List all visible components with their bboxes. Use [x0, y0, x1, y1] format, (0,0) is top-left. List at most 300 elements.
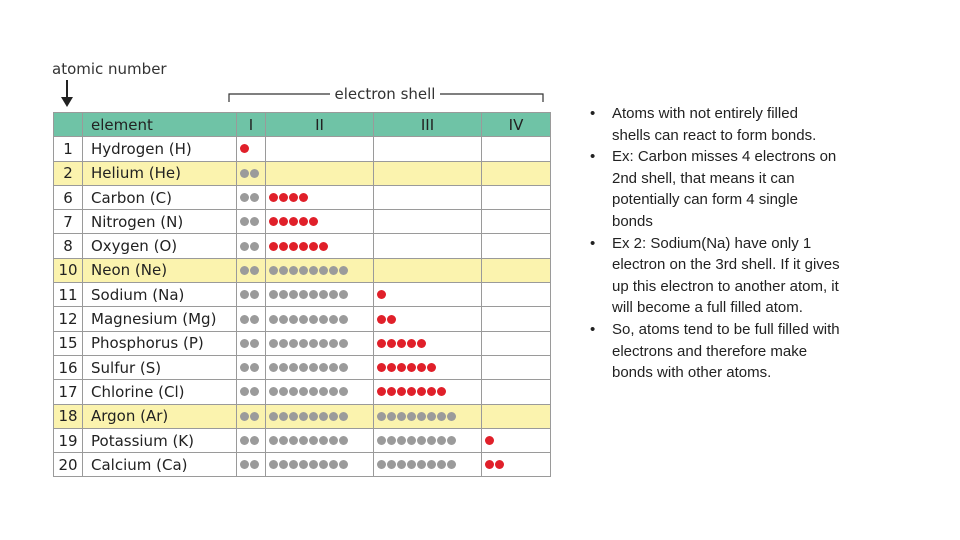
inner-electron-dot — [269, 266, 278, 275]
electron-group — [237, 436, 265, 445]
inner-electron-dot — [339, 339, 348, 348]
valence-electron-dot — [289, 242, 298, 251]
inner-electron-dot — [339, 436, 348, 445]
inner-electron-dot — [250, 193, 259, 202]
header-element: element — [83, 113, 237, 137]
table-row — [54, 355, 551, 379]
shell-cell — [237, 210, 266, 234]
table-row — [54, 404, 551, 428]
inner-electron-dot — [299, 460, 308, 469]
shell-cell — [374, 355, 482, 379]
electron-group — [237, 412, 265, 421]
inner-electron-dot — [339, 387, 348, 396]
inner-electron-dot — [339, 315, 348, 324]
element-name-cell: Chlorine (Cl) — [83, 380, 237, 404]
inner-electron-dot — [397, 460, 406, 469]
shell-cell — [266, 380, 374, 404]
electron-group — [374, 387, 481, 396]
element-name-cell: Carbon (C) — [83, 185, 237, 209]
valence-electron-dot — [309, 217, 318, 226]
table-row — [54, 185, 551, 209]
shell-cell — [374, 283, 482, 307]
inner-electron-dot — [319, 315, 328, 324]
table-row — [54, 331, 551, 355]
inner-electron-dot — [329, 363, 338, 372]
inner-electron-dot — [279, 290, 288, 299]
inner-electron-dot — [329, 290, 338, 299]
inner-electron-dot — [309, 387, 318, 396]
inner-electron-dot — [240, 266, 249, 275]
electron-group — [266, 242, 373, 251]
inner-electron-dot — [299, 290, 308, 299]
shell-cell — [374, 307, 482, 331]
element-name-cell: Oxygen (O) — [83, 234, 237, 258]
inner-electron-dot — [309, 315, 318, 324]
inner-electron-dot — [250, 315, 259, 324]
shell-cell — [374, 380, 482, 404]
atomic-number-cell: 16 — [54, 355, 83, 379]
inner-electron-dot — [309, 436, 318, 445]
valence-electron-dot — [289, 217, 298, 226]
element-name-cell: Sulfur (S) — [83, 355, 237, 379]
shell-cell — [237, 234, 266, 258]
element-name-cell: Helium (He) — [83, 161, 237, 185]
shell-cell — [482, 185, 551, 209]
inner-electron-dot — [437, 412, 446, 421]
inner-electron-dot — [289, 266, 298, 275]
inner-electron-dot — [250, 412, 259, 421]
inner-electron-dot — [289, 363, 298, 372]
inner-electron-dot — [427, 412, 436, 421]
inner-electron-dot — [289, 315, 298, 324]
inner-electron-dot — [387, 412, 396, 421]
valence-electron-dot — [387, 315, 396, 324]
inner-electron-dot — [329, 387, 338, 396]
shell-cell — [374, 404, 482, 428]
inner-electron-dot — [427, 436, 436, 445]
inner-electron-dot — [250, 363, 259, 372]
header-number — [54, 113, 83, 137]
table-row — [54, 307, 551, 331]
electron-group — [266, 412, 373, 421]
electron-group — [266, 387, 373, 396]
shell-cell — [482, 258, 551, 282]
electron-group — [237, 363, 265, 372]
atomic-number-cell: 11 — [54, 283, 83, 307]
inner-electron-dot — [329, 412, 338, 421]
electron-group — [266, 266, 373, 275]
table-body — [54, 137, 551, 477]
shell-cell — [482, 380, 551, 404]
shell-cell — [237, 137, 266, 161]
shell-cell — [237, 283, 266, 307]
valence-electron-dot — [417, 363, 426, 372]
inner-electron-dot — [269, 363, 278, 372]
shell-cell — [482, 355, 551, 379]
inner-electron-dot — [339, 290, 348, 299]
valence-electron-dot — [377, 387, 386, 396]
atomic-number-cell: 18 — [54, 404, 83, 428]
bullet-item: • Ex 2: Sodium(Na) have only 1 electron on the 3rd shell. If it gives up this electron to another atom, it will become a full filled atom. — [590, 233, 840, 319]
inner-electron-dot — [250, 217, 259, 226]
inner-electron-dot — [319, 266, 328, 275]
inner-electron-dot — [299, 436, 308, 445]
bullet-list — [590, 103, 840, 384]
shell-cell — [482, 331, 551, 355]
inner-electron-dot — [269, 412, 278, 421]
inner-electron-dot — [250, 436, 259, 445]
valence-electron-dot — [485, 436, 494, 445]
inner-electron-dot — [279, 266, 288, 275]
electron-group — [266, 460, 373, 469]
electron-group — [482, 460, 550, 469]
valence-electron-dot — [495, 460, 504, 469]
electron-group — [266, 290, 373, 299]
inner-electron-dot — [299, 266, 308, 275]
inner-electron-dot — [377, 412, 386, 421]
element-name-cell: Phosphorus (P) — [83, 331, 237, 355]
shell-cell — [237, 185, 266, 209]
valence-electron-dot — [407, 339, 416, 348]
inner-electron-dot — [329, 339, 338, 348]
inner-electron-dot — [339, 460, 348, 469]
inner-electron-dot — [269, 460, 278, 469]
bullet-item: • Atoms with not entirely filled shells can react to form bonds. — [590, 103, 840, 146]
inner-electron-dot — [407, 460, 416, 469]
inner-electron-dot — [447, 412, 456, 421]
header-shell-4: IV — [482, 113, 551, 137]
valence-electron-dot — [279, 193, 288, 202]
inner-electron-dot — [407, 436, 416, 445]
inner-electron-dot — [397, 412, 406, 421]
valence-electron-dot — [279, 217, 288, 226]
electron-shell-label: electron shell — [330, 85, 440, 103]
element-name-cell: Potassium (K) — [83, 428, 237, 452]
shell-cell — [266, 283, 374, 307]
shell-cell — [482, 404, 551, 428]
inner-electron-dot — [279, 363, 288, 372]
valence-electron-dot — [387, 387, 396, 396]
valence-electron-dot — [309, 242, 318, 251]
shell-cell — [266, 331, 374, 355]
inner-electron-dot — [240, 412, 249, 421]
valence-electron-dot — [437, 387, 446, 396]
electron-group — [237, 242, 265, 251]
shell-cell — [374, 210, 482, 234]
inner-electron-dot — [250, 242, 259, 251]
shell-cell — [482, 161, 551, 185]
inner-electron-dot — [447, 436, 456, 445]
valence-electron-dot — [407, 387, 416, 396]
valence-electron-dot — [417, 387, 426, 396]
inner-electron-dot — [319, 339, 328, 348]
table-row — [54, 161, 551, 185]
inner-electron-dot — [279, 412, 288, 421]
valence-electron-dot — [240, 144, 249, 153]
electron-group — [266, 315, 373, 324]
table-row — [54, 234, 551, 258]
inner-electron-dot — [339, 412, 348, 421]
electron-shell-table — [53, 112, 551, 477]
shell-cell — [374, 137, 482, 161]
shell-cell — [237, 161, 266, 185]
electron-group — [237, 460, 265, 469]
inner-electron-dot — [250, 169, 259, 178]
inner-electron-dot — [417, 460, 426, 469]
inner-electron-dot — [387, 436, 396, 445]
electron-group — [266, 363, 373, 372]
inner-electron-dot — [250, 266, 259, 275]
inner-electron-dot — [240, 339, 249, 348]
electron-group — [266, 193, 373, 202]
inner-electron-dot — [240, 436, 249, 445]
inner-electron-dot — [289, 436, 298, 445]
shell-cell — [374, 161, 482, 185]
inner-electron-dot — [309, 363, 318, 372]
valence-electron-dot — [377, 363, 386, 372]
inner-electron-dot — [417, 412, 426, 421]
atomic-number-cell: 8 — [54, 234, 83, 258]
valence-electron-dot — [269, 217, 278, 226]
inner-electron-dot — [329, 266, 338, 275]
electron-group — [237, 387, 265, 396]
inner-electron-dot — [309, 339, 318, 348]
inner-electron-dot — [250, 387, 259, 396]
valence-electron-dot — [387, 339, 396, 348]
electron-group — [237, 144, 265, 153]
inner-electron-dot — [289, 460, 298, 469]
inner-electron-dot — [240, 193, 249, 202]
shell-cell — [237, 258, 266, 282]
inner-electron-dot — [240, 315, 249, 324]
electron-group — [266, 217, 373, 226]
inner-electron-dot — [417, 436, 426, 445]
valence-electron-dot — [387, 363, 396, 372]
atomic-number-cell: 2 — [54, 161, 83, 185]
table-row — [54, 258, 551, 282]
table-row — [54, 210, 551, 234]
inner-electron-dot — [250, 339, 259, 348]
shell-cell — [266, 404, 374, 428]
shell-cell — [374, 185, 482, 209]
table-row — [54, 380, 551, 404]
shell-cell — [237, 380, 266, 404]
electron-group — [266, 339, 373, 348]
element-name-cell: Hydrogen (H) — [83, 137, 237, 161]
inner-electron-dot — [447, 460, 456, 469]
inner-electron-dot — [279, 460, 288, 469]
element-name-cell: Argon (Ar) — [83, 404, 237, 428]
inner-electron-dot — [437, 436, 446, 445]
valence-electron-dot — [269, 242, 278, 251]
shell-cell — [237, 355, 266, 379]
inner-electron-dot — [407, 412, 416, 421]
shell-cell — [266, 210, 374, 234]
electron-group — [374, 412, 481, 421]
atomic-number-label: atomic number — [52, 60, 167, 78]
inner-electron-dot — [279, 387, 288, 396]
shell-cell — [266, 137, 374, 161]
shell-cell — [266, 185, 374, 209]
valence-electron-dot — [377, 290, 386, 299]
inner-electron-dot — [299, 412, 308, 421]
bullet-item: • So, atoms tend to be full filled with electrons and therefore make bonds with other atoms. — [590, 319, 840, 384]
inner-electron-dot — [289, 387, 298, 396]
shell-cell — [266, 355, 374, 379]
inner-electron-dot — [339, 363, 348, 372]
valence-electron-dot — [397, 363, 406, 372]
inner-electron-dot — [269, 387, 278, 396]
element-name-cell: Neon (Ne) — [83, 258, 237, 282]
electron-group — [374, 339, 481, 348]
shell-cell — [266, 258, 374, 282]
inner-electron-dot — [279, 436, 288, 445]
inner-electron-dot — [289, 290, 298, 299]
table-row — [54, 428, 551, 452]
inner-electron-dot — [329, 315, 338, 324]
inner-electron-dot — [319, 387, 328, 396]
element-name-cell: Magnesium (Mg) — [83, 307, 237, 331]
valence-electron-dot — [269, 193, 278, 202]
inner-electron-dot — [269, 436, 278, 445]
electron-group — [374, 315, 481, 324]
electron-group — [237, 290, 265, 299]
shell-cell — [482, 307, 551, 331]
table-row — [54, 283, 551, 307]
inner-electron-dot — [240, 242, 249, 251]
valence-electron-dot — [377, 339, 386, 348]
inner-electron-dot — [329, 460, 338, 469]
shell-cell — [266, 453, 374, 477]
atomic-number-cell: 1 — [54, 137, 83, 161]
valence-electron-dot — [299, 193, 308, 202]
shell-cell — [266, 428, 374, 452]
electron-group — [374, 436, 481, 445]
inner-electron-dot — [240, 217, 249, 226]
header-shell-2: II — [266, 113, 374, 137]
valence-electron-dot — [319, 242, 328, 251]
inner-electron-dot — [377, 460, 386, 469]
element-name-cell: Calcium (Ca) — [83, 453, 237, 477]
shell-cell — [374, 258, 482, 282]
shell-cell — [237, 453, 266, 477]
atomic-number-cell: 20 — [54, 453, 83, 477]
electron-group — [237, 217, 265, 226]
valence-electron-dot — [485, 460, 494, 469]
inner-electron-dot — [240, 169, 249, 178]
shell-cell — [266, 234, 374, 258]
shell-cell — [482, 210, 551, 234]
valence-electron-dot — [279, 242, 288, 251]
valence-electron-dot — [417, 339, 426, 348]
electron-group — [237, 266, 265, 275]
shell-cell — [482, 453, 551, 477]
inner-electron-dot — [319, 363, 328, 372]
shell-cell — [482, 283, 551, 307]
inner-electron-dot — [240, 387, 249, 396]
shell-cell — [374, 453, 482, 477]
shell-cell — [482, 234, 551, 258]
header-shell-3: III — [374, 113, 482, 137]
inner-electron-dot — [339, 266, 348, 275]
inner-electron-dot — [329, 436, 338, 445]
atomic-number-cell: 10 — [54, 258, 83, 282]
shell-cell — [374, 331, 482, 355]
inner-electron-dot — [279, 339, 288, 348]
inner-electron-dot — [309, 266, 318, 275]
inner-electron-dot — [397, 436, 406, 445]
shell-cell — [237, 428, 266, 452]
inner-electron-dot — [289, 339, 298, 348]
inner-electron-dot — [437, 460, 446, 469]
inner-electron-dot — [299, 339, 308, 348]
inner-electron-dot — [250, 290, 259, 299]
table-header-row — [54, 113, 551, 137]
shell-cell — [237, 307, 266, 331]
inner-electron-dot — [240, 290, 249, 299]
electron-group — [374, 363, 481, 372]
inner-electron-dot — [319, 290, 328, 299]
atomic-number-cell: 6 — [54, 185, 83, 209]
table-row — [54, 137, 551, 161]
inner-electron-dot — [309, 460, 318, 469]
atomic-number-cell: 7 — [54, 210, 83, 234]
shell-cell — [266, 307, 374, 331]
inner-electron-dot — [240, 363, 249, 372]
valence-electron-dot — [397, 339, 406, 348]
electron-group — [266, 436, 373, 445]
valence-electron-dot — [299, 217, 308, 226]
inner-electron-dot — [319, 460, 328, 469]
inner-electron-dot — [269, 315, 278, 324]
atomic-number-cell: 17 — [54, 380, 83, 404]
electron-group — [237, 315, 265, 324]
valence-electron-dot — [427, 363, 436, 372]
shell-cell — [482, 428, 551, 452]
inner-electron-dot — [299, 363, 308, 372]
inner-electron-dot — [250, 460, 259, 469]
inner-electron-dot — [240, 460, 249, 469]
valence-electron-dot — [377, 315, 386, 324]
valence-electron-dot — [407, 363, 416, 372]
shell-cell — [237, 404, 266, 428]
electron-group — [237, 339, 265, 348]
valence-electron-dot — [299, 242, 308, 251]
inner-electron-dot — [269, 339, 278, 348]
shell-cell — [374, 234, 482, 258]
inner-electron-dot — [387, 460, 396, 469]
shell-cell — [482, 137, 551, 161]
inner-electron-dot — [319, 412, 328, 421]
valence-electron-dot — [397, 387, 406, 396]
atomic-number-cell: 15 — [54, 331, 83, 355]
shell-cell — [237, 331, 266, 355]
electron-group — [482, 436, 550, 445]
inner-electron-dot — [299, 387, 308, 396]
header-shell-1: I — [237, 113, 266, 137]
inner-electron-dot — [269, 290, 278, 299]
electron-group — [237, 193, 265, 202]
table-row — [54, 453, 551, 477]
inner-electron-dot — [309, 290, 318, 299]
down-arrow-icon — [60, 80, 74, 108]
bullet-item: • Ex: Carbon misses 4 electrons on 2nd shell, that means it can potentially can form 4 single bonds — [590, 146, 840, 232]
element-name-cell: Sodium (Na) — [83, 283, 237, 307]
electron-group — [237, 169, 265, 178]
atomic-number-cell: 12 — [54, 307, 83, 331]
inner-electron-dot — [427, 460, 436, 469]
electron-group — [374, 290, 481, 299]
